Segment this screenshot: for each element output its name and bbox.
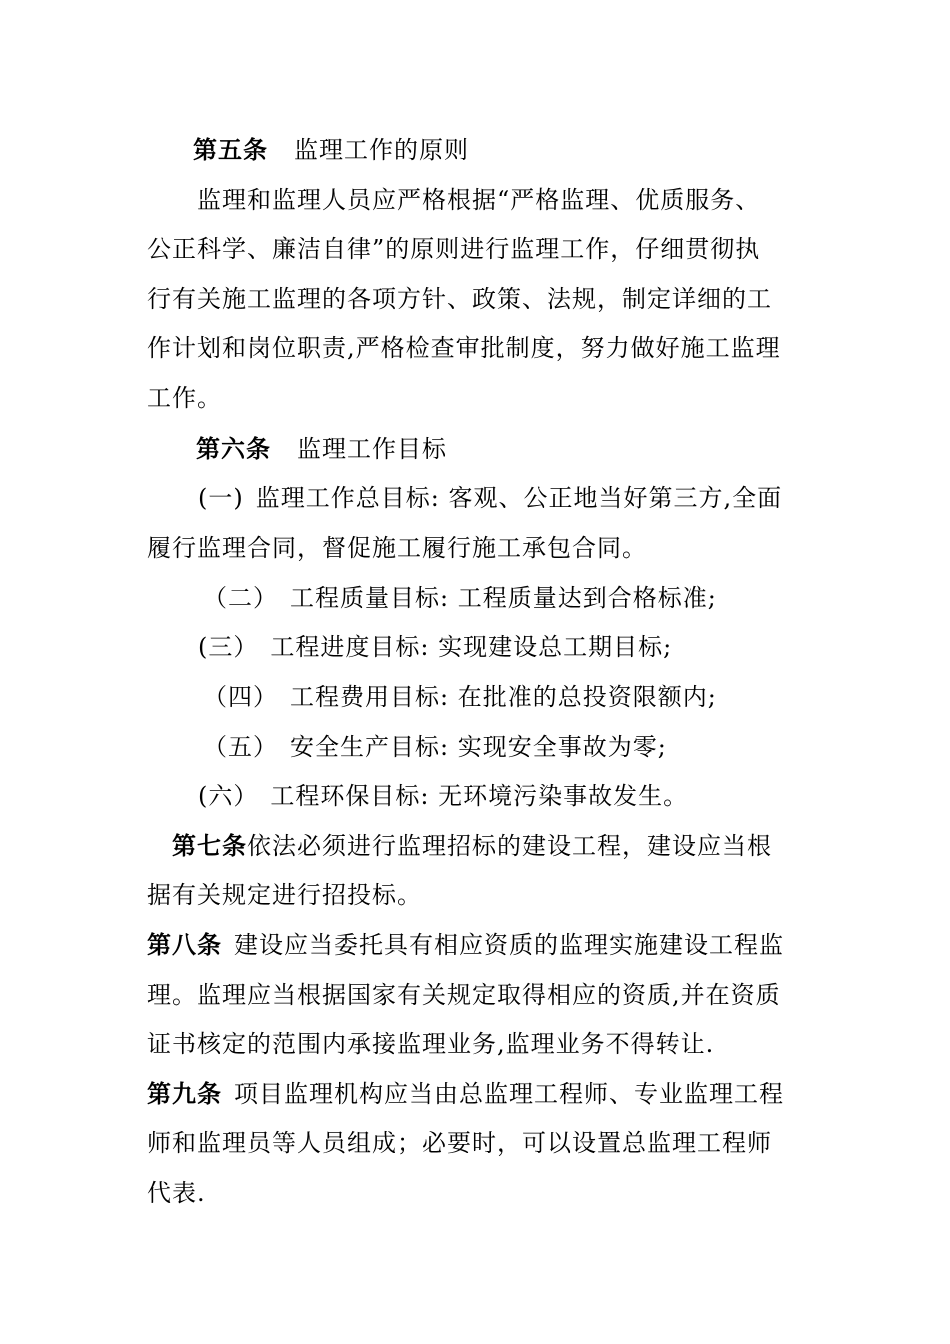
article9-line-1 — [147, 1079, 784, 1109]
article6-item-4 — [203, 682, 717, 712]
article8-line-2: 理。监理应当根据国家有关规定取得相应的资质,并在资质 — [147, 981, 781, 1009]
article9-line-2: 师和监理员等人员组成；必要时，可以设置总监理工程师 — [147, 1129, 772, 1157]
article8-line-3: 证书核定的范围内承接监理业务,监理业务不得转让. — [147, 1030, 715, 1058]
article9-line-3: 代表. — [147, 1179, 206, 1207]
article5-heading — [193, 135, 469, 165]
article5-line-5: 工作。 — [147, 384, 222, 412]
article6-item-6-num: (六） — [198, 782, 259, 810]
article6-label: 第六条 — [196, 434, 271, 463]
article6-item-2 — [203, 583, 717, 613]
article6-item-3 — [198, 632, 672, 662]
article6-item-4-num: （四） — [203, 683, 278, 711]
article6-item-3-num: (三） — [198, 633, 259, 661]
article5-line-3: 行有关施工监理的各项方针、政策、法规，制定详细的工 — [147, 285, 772, 313]
article6-item-2-num: （二） — [203, 584, 278, 612]
article6-title: 监理工作目标 — [297, 435, 447, 463]
article6-item-5-num: （五） — [203, 733, 278, 761]
article8-label: 第八条 — [147, 930, 222, 959]
article6-item-5-text: 安全生产目标: 实现安全事故为零; — [290, 733, 667, 761]
article5-line-4: 作计划和岗位职责,严格检查审批制度，努力做好施工监理 — [147, 334, 781, 362]
article8-text-1: 建设应当委托具有相应资质的监理实施建设工程监 — [234, 931, 784, 959]
article7-text-1: 依法必须进行监理招标的建设工程，建设应当根 — [247, 832, 772, 860]
article8-line-1 — [147, 930, 784, 960]
article6-item-6 — [198, 781, 688, 811]
article9-label: 第九条 — [147, 1079, 222, 1108]
article6-item-1-cont: 履行监理合同，督促施工履行施工承包合同。 — [147, 534, 647, 562]
article9-text-1: 项目监理机构应当由总监理工程师、专业监理工程 — [234, 1080, 784, 1108]
article5-line-1: 监理和监理人员应严格根据“严格监理、优质服务、 — [197, 186, 761, 214]
article5-title: 监理工作的原则 — [294, 136, 469, 164]
article6-item-1-text: 监理工作总目标: 客观、公正地当好第三方,全面 — [255, 484, 783, 512]
article6-item-6-text: 工程环保目标: 无环境污染事故发生。 — [270, 782, 689, 810]
article6-item-1 — [198, 483, 782, 513]
article6-item-4-text: 工程费用目标: 在批准的总投资限额内; — [290, 683, 717, 711]
article7-label: 第七条 — [172, 831, 247, 860]
article6-item-3-text: 工程进度目标: 实现建设总工期目标; — [270, 633, 673, 661]
article6-item-5 — [203, 732, 667, 762]
article6-item-1-num: (一) — [198, 484, 244, 512]
article7-line-1 — [172, 831, 772, 861]
article5-label: 第五条 — [193, 135, 268, 164]
article5-line-2: 公正科学、廉洁自律”的原则进行监理工作，仔细贯彻执 — [147, 235, 761, 263]
article7-line-2: 据有关规定进行招投标。 — [147, 881, 422, 909]
article6-item-2-text: 工程质量目标: 工程质量达到合格标准; — [290, 584, 717, 612]
article6-heading — [196, 434, 447, 464]
